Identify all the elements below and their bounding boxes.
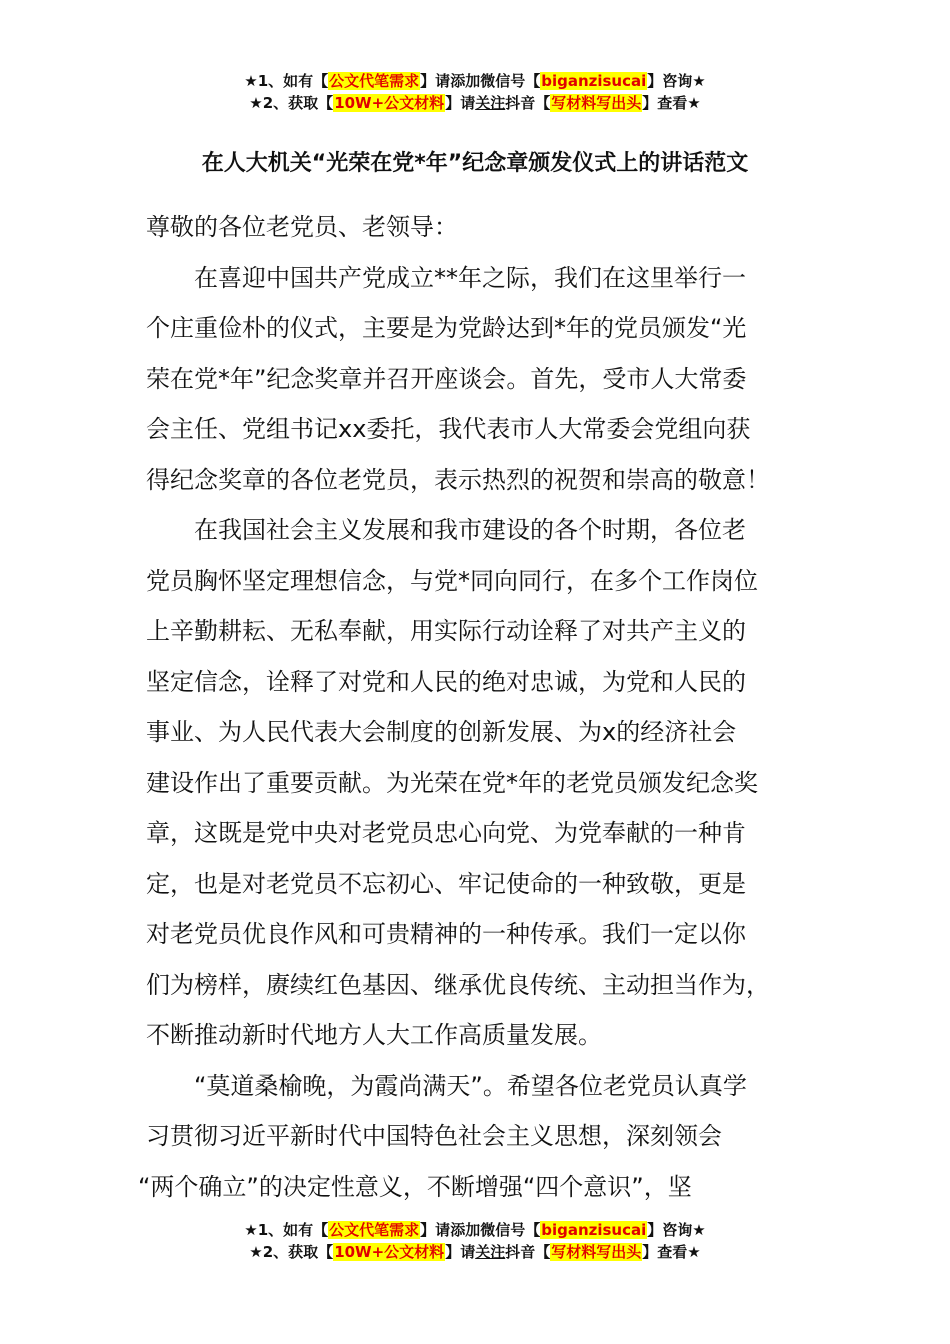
banner-text: ★2、获取【	[249, 94, 334, 112]
salutation: 尊敬的各位老党员、老领导：	[146, 213, 458, 241]
banner-emphasis: 添加	[450, 72, 481, 90]
banner-highlight: 写材料写出头	[551, 1243, 642, 1261]
banner-text: 】咨询★	[647, 1221, 706, 1239]
banner-highlight: 10W+公文材料	[334, 94, 445, 112]
paragraph-line: 荣在党*年”纪念奖章并召开座谈会。首先，受市人大常委	[146, 364, 747, 393]
paragraph-line: “莫道桑榆晚，为霞尚满天”。希望各位老党员认真学	[194, 1071, 747, 1100]
banner-emphasis: 添加	[450, 1221, 481, 1239]
banner-highlight: biganzisucai	[541, 1221, 647, 1239]
paragraph-line: 习贯彻习近平新时代中国特色社会主义思想，深刻领会	[146, 1122, 722, 1150]
document-body	[138, 202, 806, 1212]
paragraph-line: 上辛勤耕耘、无私奉献，用实际行动诠释了对共产主义的	[146, 617, 746, 645]
paragraph-line: 会主任、党组书记xx委托，我代表市人大常委会党组向获	[146, 415, 751, 443]
banner-text: 微信号【	[480, 72, 541, 90]
paragraph-line: 章，这既是党中央对老党员忠心向党、为党奉献的一种肯	[146, 819, 746, 847]
paragraph-line: 个庄重俭朴的仪式，主要是为党龄达到*年的党员颁发“光	[146, 314, 747, 342]
paragraph-line: 不断推动新时代地方人大工作高质量发展。	[146, 1021, 602, 1049]
paragraph-line: 在喜迎中国共产党成立**年之际，我们在这里举行一	[194, 263, 746, 292]
banner-emphasis: 关注	[475, 94, 506, 112]
document-title: 在人大机关“光荣在党*年”纪念章颁发仪式上的讲话范文	[201, 151, 749, 176]
paragraph-line: 定，也是对老党员不忘初心、牢记使命的一种致敬，更是	[146, 869, 746, 898]
paragraph-line: 坚定信念，诠释了对党和人民的绝对忠诚，为党和人民的	[146, 667, 746, 696]
banner-line-1	[0, 70, 950, 92]
footer-banner	[0, 1219, 950, 1263]
banner-line-2	[0, 1241, 950, 1263]
banner-text: 】查看★	[642, 1243, 701, 1261]
banner-text: 微信号【	[480, 1221, 541, 1239]
banner-highlight: 10W+公文材料	[334, 1243, 445, 1261]
banner-text: ★1、如有【	[244, 72, 329, 90]
paragraph-line: 建设作出了重要贡献。为光荣在党*年的老党员颁发纪念奖	[146, 768, 758, 797]
paragraph-line: “两个确立”的决定性意义，不断增强“四个意识”，坚	[138, 1172, 692, 1201]
banner-text: 抖音【	[505, 94, 551, 112]
banner-highlight: 公文代笔需求	[329, 72, 420, 90]
banner-emphasis: 关注	[475, 1243, 506, 1261]
paragraph-line: 们为榜样，赓续红色基因、继承优良传统、主动担当作为，	[146, 970, 770, 999]
banner-highlight: biganzisucai	[541, 72, 647, 90]
paragraph-line: 在我国社会主义发展和我市建设的各个时期，各位老	[194, 516, 746, 544]
header-banner	[0, 70, 950, 114]
banner-text: 】查看★	[642, 94, 701, 112]
banner-text: 】请	[445, 94, 476, 112]
banner-text: ★1、如有【	[244, 1221, 329, 1239]
banner-text: 抖音【	[505, 1243, 551, 1261]
banner-line-1	[0, 1219, 950, 1241]
paragraph-line: 党员胸怀坚定理想信念，与党*同向同行，在多个工作岗位	[146, 566, 758, 595]
banner-text: ★2、获取【	[249, 1243, 334, 1261]
banner-text: 】请	[420, 72, 451, 90]
banner-highlight: 公文代笔需求	[329, 1221, 420, 1239]
banner-highlight: 写材料写出头	[551, 94, 642, 112]
banner-text: 】请	[420, 1221, 451, 1239]
paragraph-line: 对老党员优良作风和可贵精神的一种传承。我们一定以你	[146, 920, 746, 948]
paragraph-line: 得纪念奖章的各位老党员，表示热烈的祝贺和崇高的敬意！	[146, 465, 770, 494]
paragraph-line: 事业、为人民代表大会制度的创新发展、为x的经济社会	[146, 718, 737, 746]
banner-line-2	[0, 92, 950, 114]
banner-text: 】咨询★	[647, 72, 706, 90]
banner-text: 】请	[445, 1243, 476, 1261]
